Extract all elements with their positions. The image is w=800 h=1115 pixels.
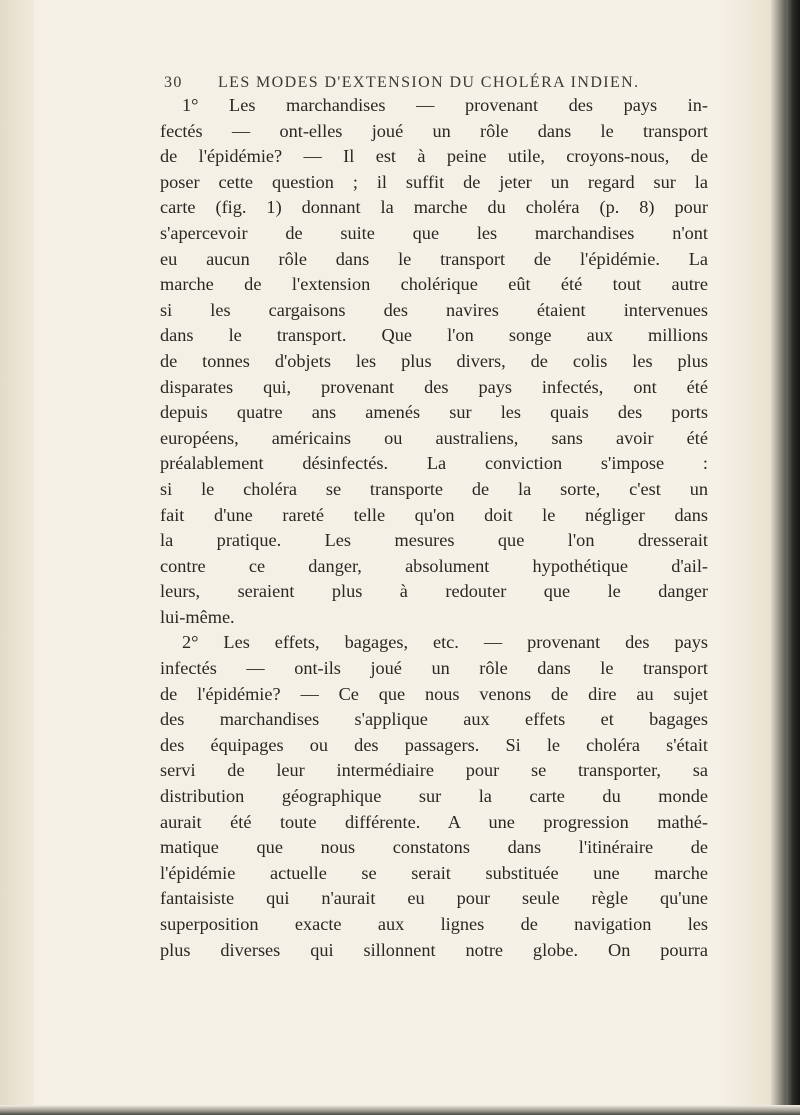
- text-line: préalablement désinfectés. La conviction s'impose :: [160, 453, 708, 474]
- text-line: carte (fig. 1) donnant la marche du choléra (p. 8) pour: [160, 197, 708, 218]
- text-line: 1° Les marchandises — provenant des pays in-: [182, 95, 708, 115]
- text-line: plus diverses qui sillonnent notre globe. On pourra: [160, 939, 708, 960]
- page-number: 30: [164, 74, 183, 91]
- text-line: de l'épidémie? — Ce que nous venons de dire au sujet: [160, 683, 708, 704]
- text-line: la pratique. Les mesures que l'on dresserait: [160, 530, 708, 551]
- text-line: si le choléra se transporte de la sorte, c'est un: [160, 478, 708, 499]
- text-line: marche de l'extension cholérique eût été tout autre: [160, 274, 708, 295]
- text-line: fectés — ont-elles joué un rôle dans le transport: [160, 120, 708, 141]
- text-line: infectés — ont-ils joué un rôle dans le transport: [160, 658, 708, 679]
- text-line: de l'épidémie? — Il est à peine utile, croyons-nous, de: [160, 146, 708, 167]
- page-bottom-edge: [0, 1105, 800, 1115]
- text-line: eu aucun rôle dans le transport de l'épidémie. La: [160, 248, 708, 269]
- text-line: des marchandises s'applique aux effets et bagages: [160, 709, 708, 730]
- text-line: dans le transport. Que l'on songe aux millions: [160, 325, 708, 346]
- text-line: depuis quatre ans amenés sur les quais des ports: [160, 402, 708, 423]
- text-line: poser cette question ; il suffit de jeter un regard sur la: [160, 171, 708, 192]
- text-line: leurs, seraient plus à redouter que le danger: [160, 581, 708, 602]
- text-line: de tonnes d'objets les plus divers, de colis les plus: [160, 350, 708, 371]
- text-line: lui-même.: [160, 606, 235, 627]
- text-line: des équipages ou des passagers. Si le choléra s'était: [160, 734, 708, 755]
- text-line: l'épidémie actuelle se serait substituée une marche: [160, 862, 708, 883]
- text-line: superposition exacte aux lignes de navigation les: [160, 914, 708, 934]
- text-line: distribution géographique sur la carte du monde: [160, 786, 708, 807]
- text-line: aurait été toute différente. A une progression mathé-: [160, 811, 708, 832]
- text-line: 2° Les effets, bagages, etc. — provenant des pays: [182, 632, 708, 653]
- book-spine-edge: [786, 0, 800, 1115]
- text-line: s'apercevoir de suite que les marchandises n'ont: [160, 222, 708, 243]
- text-line: européens, américains ou australiens, sans avoir été: [160, 427, 708, 448]
- body-text: [160, 93, 708, 963]
- text-line: fantaisiste qui n'aurait eu pour seule règle qu'une: [160, 888, 708, 909]
- text-line: servi de leur intermédiaire pour se transporter, sa: [160, 760, 708, 781]
- page-left-margin: [0, 0, 34, 1115]
- text-line: si les cargaisons des navires étaient intervenues: [160, 299, 708, 320]
- text-line: fait d'une rareté telle qu'on doit le négliger dans: [160, 504, 708, 525]
- text-line: contre ce danger, absolument hypothétique d'ail-: [160, 555, 708, 576]
- text-line: matique que nous constatons dans l'itinéraire de: [160, 837, 708, 858]
- text-line: disparates qui, provenant des pays infectés, ont été: [160, 376, 708, 397]
- running-title: LES MODES D'EXTENSION DU CHOLÉRA INDIEN.: [218, 74, 640, 91]
